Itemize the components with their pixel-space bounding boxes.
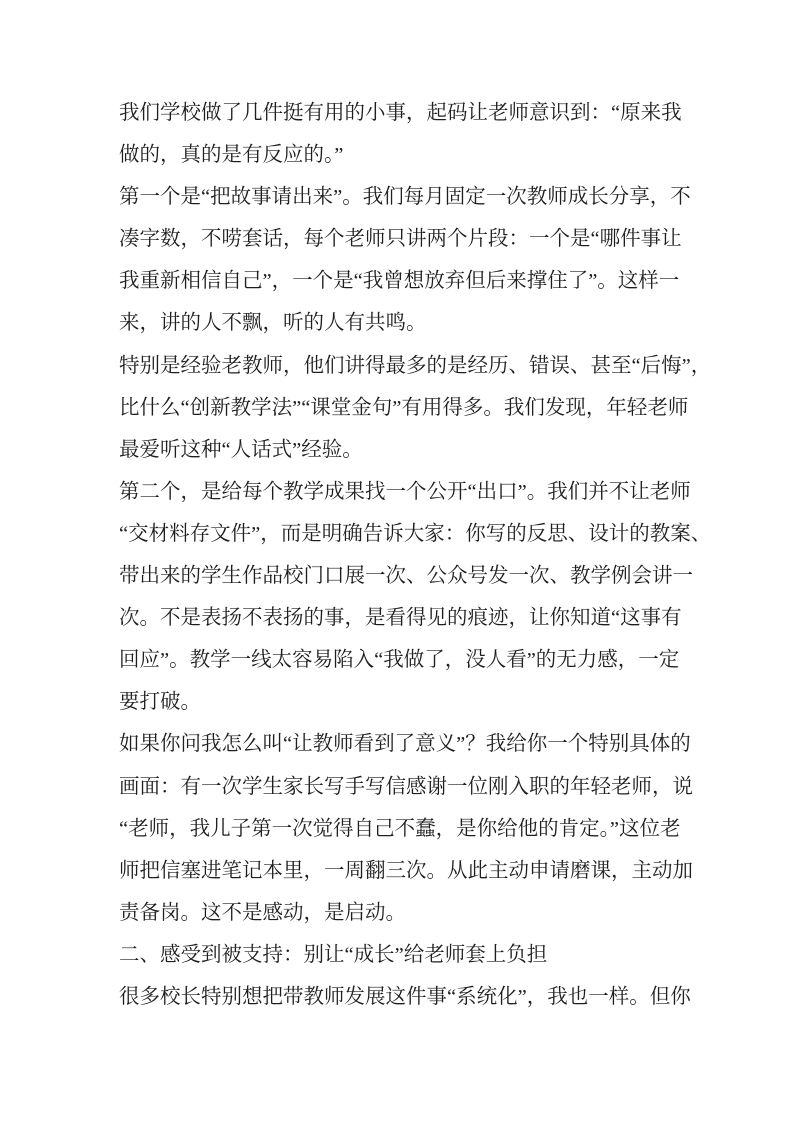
paragraph <box>119 976 709 1018</box>
text-line: 特别是经验老教师，他们讲得最多的是经历、错误、甚至“后悔”， <box>119 354 712 377</box>
text-line: 我重新相信自己”，一个是“我曾想放弃但后来撑住了”。这样一 <box>119 270 680 293</box>
text-line: 责备岗。这不是感动，是启动。 <box>119 901 406 924</box>
text-line: 很多校长特别想把带教师发展这件事“系统化”，我也一样。但你 <box>119 985 691 1008</box>
paragraph <box>119 92 709 176</box>
paragraph <box>119 176 709 344</box>
text-line: 第二个，是给每个教学成果找一个公开“出口”。我们并不让老师 <box>119 480 691 503</box>
text-line: 回应”。教学一线太容易陷入“我做了，没人看”的无力感，一定 <box>119 649 680 672</box>
section-heading-line: 二、感受到被支持：别让“成长”给老师套上负担 <box>119 943 548 966</box>
text-line: 做的，真的是有反应的。” <box>119 144 344 167</box>
paragraph <box>119 723 709 933</box>
text-line: “老师，我儿子第一次觉得自己不蠢，是你给他的肯定。”这位老 <box>119 817 681 840</box>
text-line: 第一个是“把故事请出来”。我们每月固定一次教师成长分享，不 <box>119 186 691 209</box>
text-line: 要打破。 <box>119 691 201 714</box>
text-line: 带出来的学生作品校门口展一次、公众号发一次、教学例会讲一 <box>119 565 693 588</box>
section-heading <box>119 934 709 976</box>
document-body <box>119 92 712 1018</box>
text-line: 师把信塞进笔记本里，一周翻三次。从此主动申请磨课，主动加 <box>119 859 693 882</box>
text-line: 我们学校做了几件挺有用的小事，起码让老师意识到：“原来我 <box>119 102 682 124</box>
text-line: 比什么“创新教学法”“课堂金句”有用得多。我们发现，年轻老师 <box>119 396 689 419</box>
text-line: 最爱听这种“人话式”经验。 <box>119 438 363 461</box>
text-line: 次。不是表扬不表扬的事，是看得见的痕迹，让你知道“这事有 <box>119 607 682 630</box>
text-line: 画面：有一次学生家长写手写信感谢一位刚入职的年轻老师，说 <box>119 775 693 798</box>
paragraph <box>119 471 712 724</box>
text-line: 来，讲的人不飘，听的人有共鸣。 <box>119 312 427 335</box>
text-line: “交材料存文件”，而是明确告诉大家：你写的反思、设计的教案、 <box>119 522 712 545</box>
paragraph <box>119 345 712 471</box>
text-line: 如果你问我怎么叫“让教师看到了意义”？我给你一个特别具体的 <box>119 733 691 756</box>
text-line: 凑字数，不唠套话，每个老师只讲两个片段：一个是“哪件事让 <box>119 228 682 251</box>
